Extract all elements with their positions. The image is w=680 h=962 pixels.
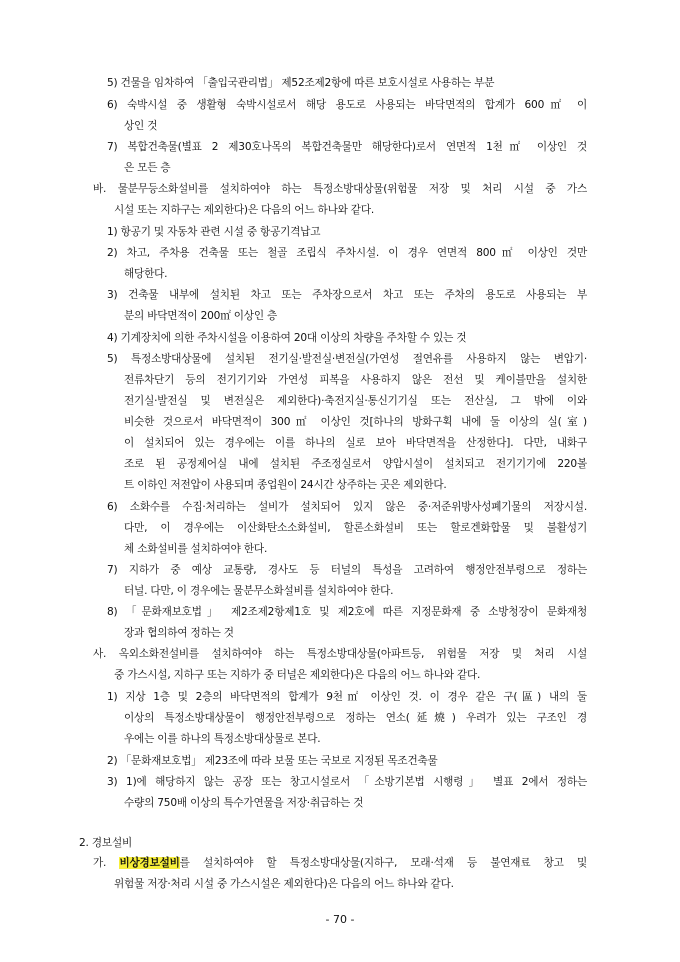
section-2-heading: 2. 경보설비 [79,837,133,849]
item-6-line-2: 상인 것 [124,120,158,132]
ba-item-5-line-6: 조로 된 공정제어실 내에 설치된 주조정실로서 양압시설이 설치되고 전기기기에 220볼 [124,458,587,470]
highlighted-term: 비상경보설비 [119,857,180,869]
ba-item-3-line-2: 분의 바닥면적이 200㎡ 이상인 층 [124,310,278,322]
page-number: - 70 - [325,913,355,926]
ba-item-5-line-2: 전류차단기 등의 전기기기와 가연성 피복을 사용하지 않은 전선 및 케이블만을 설치한 [124,374,587,386]
sa-item-1-line-1: 1) 지상 1층 및 2층의 바닥면적의 합계가 9천㎡ 이상인 것. 이 경우 같은 구(區) 내의 둘 [107,691,587,703]
ba-item-8-line-2: 장과 협의하여 정하는 것 [124,627,234,639]
ba-item-3-line-1: 3) 건축물 내부에 설치된 차고 또는 주차장으로서 차고 또는 주차의 용도로 사용되는 부 [107,289,587,301]
ga-rest: 를 설치하여야 할 특정소방대상물(지하구, 모래·석재 등 불연재료 창고 및 [179,857,587,869]
sa-item-2: 2) 「문화재보호법」 제23조에 따라 보물 또는 국보로 지정된 목조건축물 [107,755,438,767]
section-sa-heading-line-1: 사. 옥외소화전설비를 설치하여야 하는 특정소방대상물(아파트등, 위험물 저장 및 처리 시설 [93,648,587,660]
item-7-line-1: 7) 복합건축물(별표 2 제30호나목의 복합건축물만 해당한다)로서 연면적 1천㎡ 이상인 것 [107,141,587,153]
section-sa-heading-line-2: 중 가스시설, 지하구 또는 지하가 중 터널은 제외한다)은 다음의 어느 하나와 같다. [114,669,481,681]
ba-item-2-line-1: 2) 차고, 주차용 건축물 또는 철골 조립식 주차시설. 이 경우 연면적 800㎡ 이상인 것만 [107,247,587,259]
ba-item-5-line-7: 트 이하인 저전압이 사용되며 종업원이 24시간 상주하는 곳은 제외한다. [124,479,447,491]
ba-item-1: 1) 항공기 및 자동차 관련 시설 중 항공기격납고 [107,226,321,238]
ba-item-7-line-2: 터널. 다만, 이 경우에는 물분무소화설비를 설치하여야 한다. [124,585,394,597]
ba-item-2-line-2: 해당한다. [124,268,168,280]
ba-item-4: 4) 기계장치에 의한 주차시설을 이용하여 20대 이상의 차량을 주차할 수 있는 것 [107,332,467,344]
ga-prefix: 가. [93,857,120,869]
ba-item-8-line-1: 8) 「문화재보호법」 제2조제2항제1호 및 제2호에 따른 지정문화재 중 소방청장이 문화재청 [107,606,587,618]
ba-item-5-line-3: 전기실·발전실 및 변전실은 제외한다)·축전지실·통신기기실 또는 전산실, 그 밖에 이와 [124,395,587,407]
ba-item-5-line-4: 비슷한 것으로서 바닥면적이 300㎡ 이상인 것[하나의 방화구획 내에 둘 이상의 실(室) [124,416,587,428]
ga-line-1 [93,856,587,870]
ga-line-2: 위험물 저장·처리 시설 중 가스시설은 제외한다)은 다음의 어느 하나와 같다. [114,878,454,890]
sa-item-3-line-1: 3) 1)에 해당하지 않는 공장 또는 창고시설로서 「소방기본법 시행령」 별표 2에서 정하는 [107,776,587,788]
item-6-line-1: 6) 숙박시설 중 생활형 숙박시설로서 해당 용도로 사용되는 바닥면적의 합계가 600㎡ 이 [107,99,587,111]
ba-item-5-line-1: 5) 특정소방대상물에 설치된 전기실·발전실·변전실(가연성 절연유를 사용하지 않는 변압기· [107,353,587,365]
sa-item-1-line-2: 이상의 특정소방대상물이 행정안전부령으로 정하는 연소(延燒) 우려가 있는 구조인 경 [124,712,587,724]
section-ba-heading-line-2: 시설 또는 지하구는 제외한다)은 다음의 어느 하나와 같다. [114,204,375,216]
ba-item-5-line-5: 이 설치되어 있는 경우에는 이를 하나의 실로 보아 바닥면적을 산정한다]. 다만, 내화구 [124,437,587,449]
sa-item-3-line-2: 수량의 750배 이상의 특수가연물을 저장·취급하는 것 [124,797,364,809]
ba-item-7-line-1: 7) 지하가 중 예상 교통량, 경사도 등 터널의 특성을 고려하여 행정안전부령으로 정하는 [107,564,587,576]
item-5-line-1: 5) 건물을 임차하여 「출입국관리법」 제52조제2항에 따른 보호시설로 사용하는 부분 [107,77,495,89]
ba-item-6-line-1: 6) 소화수를 수집·처리하는 설비가 설치되어 있지 않은 중·저준위방사성폐기물의 저장시설. [107,501,587,513]
section-ba-heading-line-1: 바. 물분무등소화설비를 설치하여야 하는 특정소방대상물(위험물 저장 및 처리 시설 중 가스 [93,183,587,195]
sa-item-1-line-3: 우에는 이를 하나의 특정소방대상물로 본다. [124,733,321,745]
ba-item-6-line-2: 다만, 이 경우에는 이산화탄소소화설비, 할론소화설비 또는 할로겐화합물 및 불활성기 [124,522,587,534]
item-7-line-2: 은 모든 층 [124,162,171,174]
ba-item-6-line-3: 체 소화설비를 설치하여야 한다. [124,543,268,555]
